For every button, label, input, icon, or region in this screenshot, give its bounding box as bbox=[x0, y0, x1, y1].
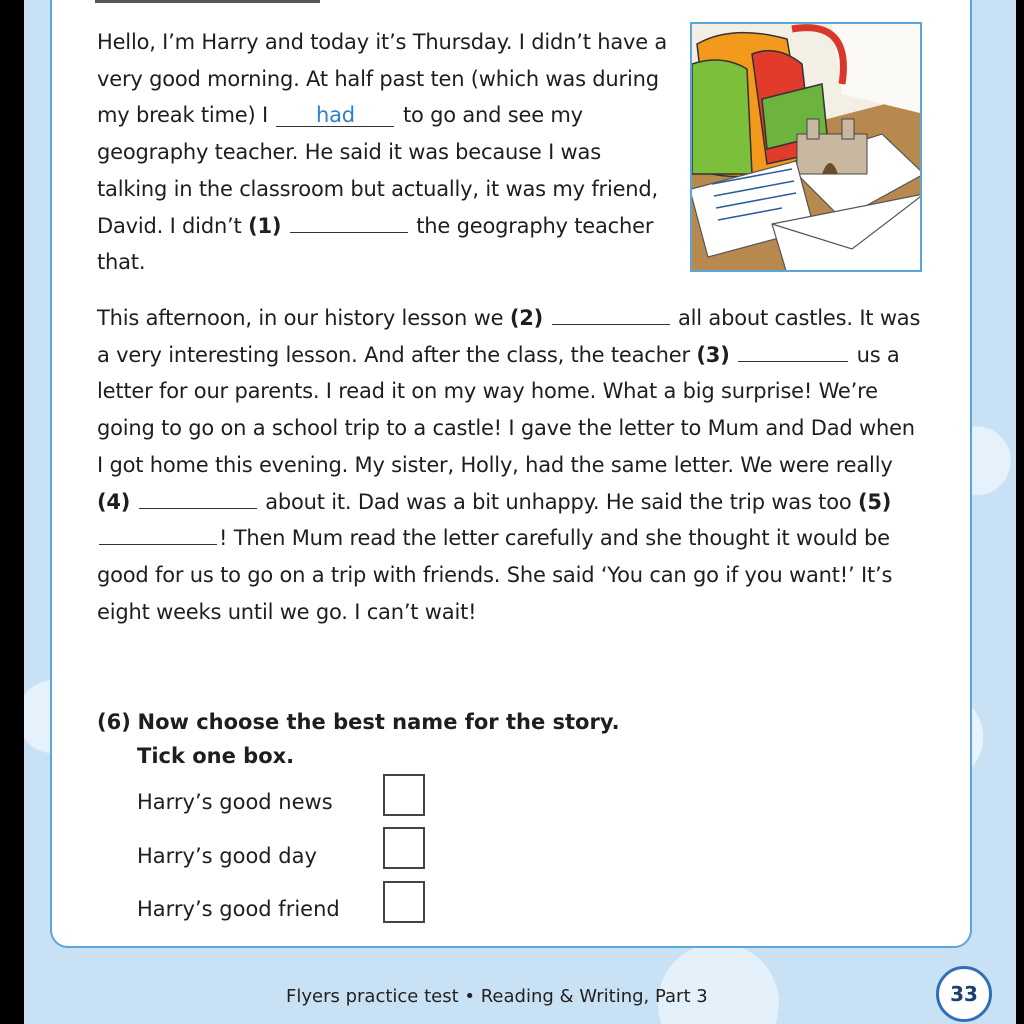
question-3-label: (3) bbox=[696, 342, 730, 367]
footer-label: Flyers practice test • Reading & Writing, Part 3 bbox=[286, 986, 708, 1007]
question-6 bbox=[97, 705, 620, 773]
title-option-1: Harry’s good news bbox=[137, 790, 333, 814]
answer-blank-2[interactable] bbox=[552, 324, 670, 325]
backpack-illustration bbox=[690, 22, 922, 272]
question-5-label: (5) bbox=[858, 489, 892, 514]
question-2-label: (2) bbox=[509, 306, 544, 330]
tick-box-1[interactable] bbox=[383, 774, 425, 816]
page-number-badge: 33 bbox=[936, 966, 992, 1022]
question-6-instruction: Now choose the best name for the story. bbox=[137, 710, 620, 734]
answer-blank-3[interactable] bbox=[738, 361, 848, 362]
answer-blank-1[interactable] bbox=[290, 232, 408, 233]
story-paragraph-2: This afternoon, in our history lesson we (2) all about castles. It was a very interesting lesson. And after the class, the teacher (3) us a letter for our parents. I read it on my way home. What a big surprise! We’re going to go on a school trip to a castle! I gave the letter to Mum and Dad when I got home this evening. My sister, Holly, had the same letter. We were really (4) about it. Dad was a bit unhappy. He said the trip was too (5) ! Then Mum read the letter carefully and she thought it would be good for us to go on a trip with friends. She said ‘You can go if you want!’ It’s eight weeks until we go. I can’t wait! bbox=[97, 306, 921, 624]
example-answer: had bbox=[276, 104, 394, 127]
title-option-2: Harry’s good day bbox=[137, 844, 317, 868]
story-paragraph-1: Hello, I’m Harry and today it’s Thursday. I didn’t have a very good morning. At half past ten (which was during my break time) I had to go and see my geography teacher. He said it was because I was talking in the classroom but actually, it was my friend, David. I didn’t (1) the geography teacher that. bbox=[97, 30, 668, 275]
question-4-label: (4) bbox=[97, 489, 131, 514]
question-6-label: (6) bbox=[97, 710, 131, 734]
answer-blank-5[interactable] bbox=[99, 544, 217, 545]
question-6-sub-instruction: Tick one box. bbox=[137, 744, 295, 768]
top-divider bbox=[95, 0, 320, 3]
question-1-label: (1) bbox=[248, 213, 282, 238]
tick-box-3[interactable] bbox=[383, 881, 425, 923]
title-option-3: Harry’s good friend bbox=[137, 897, 340, 921]
answer-blank-4[interactable] bbox=[139, 508, 257, 509]
tick-box-2[interactable] bbox=[383, 827, 425, 869]
